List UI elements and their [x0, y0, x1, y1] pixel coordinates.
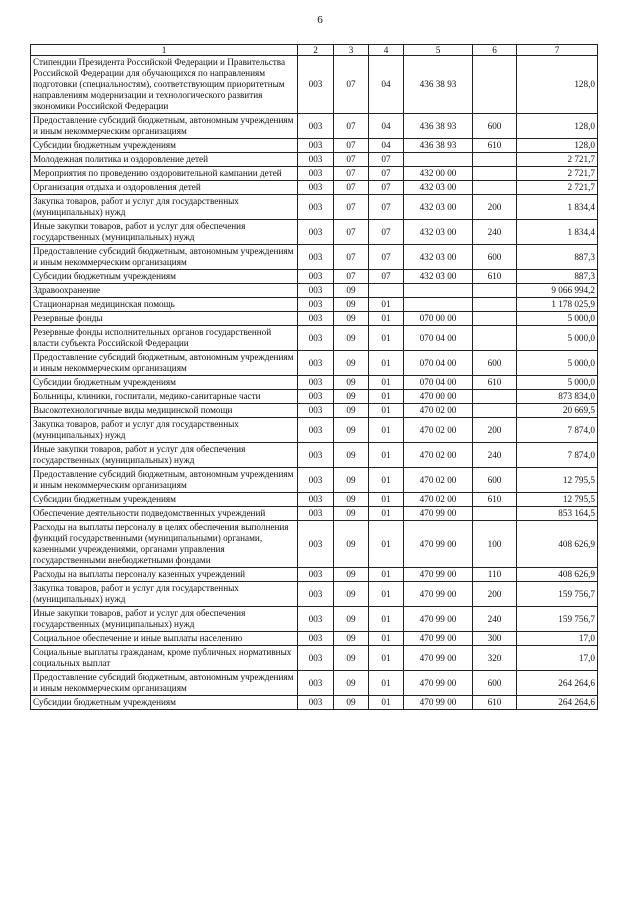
subsection-code-cell: 01 [369, 351, 404, 376]
amount-cell: 1 178 025,9 [517, 298, 598, 312]
ministry-code-cell: 003 [298, 167, 334, 181]
amount-cell: 887,3 [517, 270, 598, 284]
amount-cell: 7 874,0 [517, 418, 598, 443]
table-row [31, 351, 598, 376]
ministry-code-cell: 003 [298, 376, 334, 390]
table-row [31, 521, 598, 568]
expense-type-cell: 240 [473, 607, 517, 632]
amount-cell: 159 756,7 [517, 607, 598, 632]
amount-cell: 128,0 [517, 139, 598, 153]
ministry-code-cell: 003 [298, 521, 334, 568]
section-code-cell: 09 [334, 376, 369, 390]
section-code-cell: 09 [334, 646, 369, 671]
target-article-cell: 470 02 00 [404, 468, 473, 493]
ministry-code-cell: 003 [298, 468, 334, 493]
amount-cell: 17,0 [517, 632, 598, 646]
ministry-code-cell: 003 [298, 418, 334, 443]
row-name-cell: Закупка товаров, работ и услуг для государственных (муниципальных) нужд [31, 195, 298, 220]
table-row [31, 153, 598, 167]
subsection-code-cell: 07 [369, 195, 404, 220]
target-article-cell: 432 03 00 [404, 220, 473, 245]
ministry-code-cell: 003 [298, 56, 334, 114]
amount-cell: 264 264,6 [517, 671, 598, 696]
section-code-cell: 09 [334, 607, 369, 632]
target-article-cell: 070 04 00 [404, 326, 473, 351]
row-name-cell: Стипендии Президента Российской Федерации и Правительства Российской Федерации для обучающихся по направлениям подготовки (специальностям), соответствующим приоритетным направлениям модернизации и технологического развития экономики Российской Федерации [31, 56, 298, 114]
section-code-cell: 09 [334, 418, 369, 443]
target-article-cell: 470 99 00 [404, 582, 473, 607]
target-article-cell: 470 99 00 [404, 696, 473, 710]
target-article-cell: 432 03 00 [404, 245, 473, 270]
row-name-cell: Предоставление субсидий бюджетным, автономным учреждениям и иным некоммерческим организациям [31, 468, 298, 493]
row-name-cell: Предоставление субсидий бюджетным, автономным учреждениям и иным некоммерческим организациям [31, 351, 298, 376]
row-name-cell: Молодежная политика и оздоровление детей [31, 153, 298, 167]
amount-cell: 2 721,7 [517, 153, 598, 167]
target-article-cell: 070 04 00 [404, 351, 473, 376]
row-name-cell: Иные закупки товаров, работ и услуг для обеспечения государственных (муниципальных) нужд [31, 443, 298, 468]
table-row [31, 696, 598, 710]
column-header: 7 [517, 45, 598, 56]
subsection-code-cell: 07 [369, 220, 404, 245]
row-name-cell: Расходы на выплаты персоналу казенных учреждений [31, 568, 298, 582]
amount-cell: 2 721,7 [517, 181, 598, 195]
amount-cell: 1 834,4 [517, 220, 598, 245]
header-row [31, 45, 598, 56]
row-name-cell: Субсидии бюджетным учреждениям [31, 376, 298, 390]
subsection-code-cell: 07 [369, 270, 404, 284]
row-name-cell: Обеспечение деятельности подведомственных учреждений [31, 507, 298, 521]
target-article-cell: 432 03 00 [404, 181, 473, 195]
row-name-cell: Субсидии бюджетным учреждениям [31, 493, 298, 507]
target-article-cell: 436 38 93 [404, 56, 473, 114]
subsection-code-cell: 07 [369, 181, 404, 195]
section-code-cell: 07 [334, 153, 369, 167]
expense-type-cell [473, 56, 517, 114]
row-name-cell: Предоставление субсидий бюджетным, автономным учреждениям и иным некоммерческим организациям [31, 114, 298, 139]
row-name-cell: Здравоохранение [31, 284, 298, 298]
subsection-code-cell: 01 [369, 632, 404, 646]
column-header: 6 [473, 45, 517, 56]
target-article-cell: 070 04 00 [404, 376, 473, 390]
row-name-cell: Социальные выплаты гражданам, кроме публичных нормативных социальных выплат [31, 646, 298, 671]
subsection-code-cell: 01 [369, 696, 404, 710]
target-article-cell: 470 00 00 [404, 390, 473, 404]
table-row [31, 270, 598, 284]
expense-type-cell [473, 284, 517, 298]
expense-type-cell [473, 326, 517, 351]
expense-type-cell [473, 298, 517, 312]
table-row [31, 404, 598, 418]
column-header: 3 [334, 45, 369, 56]
section-code-cell: 09 [334, 443, 369, 468]
section-code-cell: 09 [334, 696, 369, 710]
amount-cell: 12 795,5 [517, 493, 598, 507]
ministry-code-cell: 003 [298, 582, 334, 607]
ministry-code-cell: 003 [298, 326, 334, 351]
section-code-cell: 07 [334, 56, 369, 114]
ministry-code-cell: 003 [298, 632, 334, 646]
expense-type-cell: 100 [473, 521, 517, 568]
ministry-code-cell: 003 [298, 298, 334, 312]
expense-type-cell: 110 [473, 568, 517, 582]
amount-cell: 873 834,0 [517, 390, 598, 404]
row-name-cell: Резервные фонды исполнительных органов государственной власти субъекта Российской Федерации [31, 326, 298, 351]
subsection-code-cell: 01 [369, 298, 404, 312]
subsection-code-cell [369, 284, 404, 298]
amount-cell: 20 669,5 [517, 404, 598, 418]
target-article-cell: 070 00 00 [404, 312, 473, 326]
amount-cell: 408 626,9 [517, 521, 598, 568]
section-code-cell: 09 [334, 390, 369, 404]
row-name-cell: Больницы, клиники, госпитали, медико-санитарные части [31, 390, 298, 404]
ministry-code-cell: 003 [298, 139, 334, 153]
amount-cell: 128,0 [517, 114, 598, 139]
expense-type-cell: 610 [473, 376, 517, 390]
row-name-cell: Резервные фонды [31, 312, 298, 326]
subsection-code-cell: 07 [369, 245, 404, 270]
subsection-code-cell: 01 [369, 404, 404, 418]
section-code-cell: 07 [334, 245, 369, 270]
subsection-code-cell: 01 [369, 568, 404, 582]
table-row [31, 195, 598, 220]
expense-type-cell: 610 [473, 493, 517, 507]
subsection-code-cell: 01 [369, 507, 404, 521]
budget-table [30, 44, 598, 710]
target-article-cell: 470 99 00 [404, 632, 473, 646]
table-row [31, 443, 598, 468]
amount-cell: 2 721,7 [517, 167, 598, 181]
target-article-cell: 470 99 00 [404, 671, 473, 696]
ministry-code-cell: 003 [298, 607, 334, 632]
row-name-cell: Стационарная медицинская помощь [31, 298, 298, 312]
ministry-code-cell: 003 [298, 671, 334, 696]
row-name-cell: Закупка товаров, работ и услуг для государственных (муниципальных) нужд [31, 418, 298, 443]
subsection-code-cell: 01 [369, 607, 404, 632]
expense-type-cell: 600 [473, 114, 517, 139]
table-row [31, 312, 598, 326]
target-article-cell: 470 99 00 [404, 568, 473, 582]
row-name-cell: Закупка товаров, работ и услуг для государственных (муниципальных) нужд [31, 582, 298, 607]
section-code-cell: 09 [334, 326, 369, 351]
target-article-cell [404, 153, 473, 167]
row-name-cell: Расходы на выплаты персоналу в целях обеспечения выполнения функций государственными (муниципальными) органами, казенными учреждениями, органами управления государственными внебюджетными фондами [31, 521, 298, 568]
amount-cell: 7 874,0 [517, 443, 598, 468]
section-code-cell: 09 [334, 632, 369, 646]
subsection-code-cell: 01 [369, 468, 404, 493]
target-article-cell: 470 02 00 [404, 443, 473, 468]
row-name-cell: Субсидии бюджетным учреждениям [31, 696, 298, 710]
section-code-cell: 09 [334, 521, 369, 568]
expense-type-cell: 600 [473, 468, 517, 493]
section-code-cell: 09 [334, 298, 369, 312]
table-row [31, 468, 598, 493]
subsection-code-cell: 01 [369, 376, 404, 390]
amount-cell: 1 834,4 [517, 195, 598, 220]
expense-type-cell: 240 [473, 220, 517, 245]
ministry-code-cell: 003 [298, 220, 334, 245]
ministry-code-cell: 003 [298, 568, 334, 582]
subsection-code-cell: 01 [369, 390, 404, 404]
target-article-cell: 470 99 00 [404, 507, 473, 521]
target-article-cell [404, 284, 473, 298]
amount-cell: 5 000,0 [517, 326, 598, 351]
target-article-cell: 470 99 00 [404, 521, 473, 568]
ministry-code-cell: 003 [298, 443, 334, 468]
section-code-cell: 07 [334, 195, 369, 220]
subsection-code-cell: 04 [369, 56, 404, 114]
target-article-cell: 436 38 93 [404, 139, 473, 153]
ministry-code-cell: 003 [298, 114, 334, 139]
target-article-cell: 470 02 00 [404, 493, 473, 507]
target-article-cell: 432 00 00 [404, 167, 473, 181]
expense-type-cell: 610 [473, 270, 517, 284]
section-code-cell: 07 [334, 139, 369, 153]
subsection-code-cell: 04 [369, 139, 404, 153]
table-row [31, 671, 598, 696]
expense-type-cell: 200 [473, 195, 517, 220]
target-article-cell: 436 38 93 [404, 114, 473, 139]
row-name-cell: Иные закупки товаров, работ и услуг для обеспечения государственных (муниципальных) нужд [31, 607, 298, 632]
section-code-cell: 09 [334, 351, 369, 376]
amount-cell: 408 626,9 [517, 568, 598, 582]
target-article-cell: 470 02 00 [404, 418, 473, 443]
expense-type-cell [473, 167, 517, 181]
target-article-cell: 470 99 00 [404, 607, 473, 632]
ministry-code-cell: 003 [298, 351, 334, 376]
row-name-cell: Субсидии бюджетным учреждениям [31, 139, 298, 153]
section-code-cell: 07 [334, 270, 369, 284]
table-row [31, 418, 598, 443]
table-row [31, 220, 598, 245]
table-row [31, 167, 598, 181]
ministry-code-cell: 003 [298, 181, 334, 195]
target-article-cell: 470 02 00 [404, 404, 473, 418]
row-name-cell: Высокотехнологичные виды медицинской помощи [31, 404, 298, 418]
table-row [31, 493, 598, 507]
table-row [31, 507, 598, 521]
table-row [31, 607, 598, 632]
table-row [31, 632, 598, 646]
section-code-cell: 09 [334, 284, 369, 298]
column-header: 2 [298, 45, 334, 56]
section-code-cell: 09 [334, 468, 369, 493]
expense-type-cell: 200 [473, 582, 517, 607]
expense-type-cell: 610 [473, 696, 517, 710]
table-row [31, 56, 598, 114]
subsection-code-cell: 01 [369, 493, 404, 507]
table-row [31, 582, 598, 607]
table-row [31, 181, 598, 195]
table-row [31, 284, 598, 298]
section-code-cell: 09 [334, 582, 369, 607]
expense-type-cell: 600 [473, 671, 517, 696]
table-row [31, 298, 598, 312]
subsection-code-cell: 01 [369, 326, 404, 351]
subsection-code-cell: 01 [369, 521, 404, 568]
row-name-cell: Субсидии бюджетным учреждениям [31, 270, 298, 284]
amount-cell: 5 000,0 [517, 351, 598, 376]
section-code-cell: 09 [334, 568, 369, 582]
section-code-cell: 09 [334, 493, 369, 507]
row-name-cell: Предоставление субсидий бюджетным, автономным учреждениям и иным некоммерческим организациям [31, 671, 298, 696]
target-article-cell [404, 298, 473, 312]
row-name-cell: Социальное обеспечение и иные выплаты населению [31, 632, 298, 646]
row-name-cell: Предоставление субсидий бюджетным, автономным учреждениям и иным некоммерческим организациям [31, 245, 298, 270]
ministry-code-cell: 003 [298, 312, 334, 326]
section-code-cell: 09 [334, 507, 369, 521]
amount-cell: 17,0 [517, 646, 598, 671]
expense-type-cell [473, 390, 517, 404]
expense-type-cell [473, 153, 517, 167]
ministry-code-cell: 003 [298, 270, 334, 284]
section-code-cell: 07 [334, 181, 369, 195]
amount-cell: 9 066 994,2 [517, 284, 598, 298]
expense-type-cell: 610 [473, 139, 517, 153]
expense-type-cell: 600 [473, 245, 517, 270]
subsection-code-cell: 01 [369, 646, 404, 671]
subsection-code-cell: 01 [369, 443, 404, 468]
page-number: 6 [317, 14, 323, 26]
target-article-cell: 470 99 00 [404, 646, 473, 671]
subsection-code-cell: 01 [369, 418, 404, 443]
expense-type-cell: 200 [473, 418, 517, 443]
amount-cell: 128,0 [517, 56, 598, 114]
table-row [31, 390, 598, 404]
expense-type-cell [473, 404, 517, 418]
table-row [31, 139, 598, 153]
amount-cell: 853 164,5 [517, 507, 598, 521]
table-row [31, 568, 598, 582]
ministry-code-cell: 003 [298, 646, 334, 671]
amount-cell: 887,3 [517, 245, 598, 270]
subsection-code-cell: 07 [369, 167, 404, 181]
ministry-code-cell: 003 [298, 153, 334, 167]
expense-type-cell [473, 312, 517, 326]
section-code-cell: 09 [334, 671, 369, 696]
table-row [31, 114, 598, 139]
section-code-cell: 07 [334, 114, 369, 139]
row-name-cell: Организация отдыха и оздоровления детей [31, 181, 298, 195]
column-header: 4 [369, 45, 404, 56]
row-name-cell: Иные закупки товаров, работ и услуг для обеспечения государственных (муниципальных) нужд [31, 220, 298, 245]
section-code-cell: 09 [334, 404, 369, 418]
column-header: 1 [31, 45, 298, 56]
ministry-code-cell: 003 [298, 404, 334, 418]
amount-cell: 5 000,0 [517, 312, 598, 326]
expense-type-cell: 300 [473, 632, 517, 646]
table-body [31, 56, 598, 710]
amount-cell: 5 000,0 [517, 376, 598, 390]
column-header: 5 [404, 45, 473, 56]
expense-type-cell [473, 181, 517, 195]
subsection-code-cell: 07 [369, 153, 404, 167]
row-name-cell: Мероприятия по проведению оздоровительной кампании детей [31, 167, 298, 181]
ministry-code-cell: 003 [298, 390, 334, 404]
subsection-code-cell: 01 [369, 312, 404, 326]
expense-type-cell: 600 [473, 351, 517, 376]
table-row [31, 646, 598, 671]
amount-cell: 12 795,5 [517, 468, 598, 493]
subsection-code-cell: 01 [369, 671, 404, 696]
ministry-code-cell: 003 [298, 507, 334, 521]
table-row [31, 245, 598, 270]
subsection-code-cell: 04 [369, 114, 404, 139]
section-code-cell: 07 [334, 220, 369, 245]
target-article-cell: 432 03 00 [404, 195, 473, 220]
expense-type-cell: 240 [473, 443, 517, 468]
subsection-code-cell: 01 [369, 582, 404, 607]
amount-cell: 264 264,6 [517, 696, 598, 710]
ministry-code-cell: 003 [298, 493, 334, 507]
ministry-code-cell: 003 [298, 696, 334, 710]
target-article-cell: 432 03 00 [404, 270, 473, 284]
section-code-cell: 07 [334, 167, 369, 181]
amount-cell: 159 756,7 [517, 582, 598, 607]
table-row [31, 326, 598, 351]
section-code-cell: 09 [334, 312, 369, 326]
expense-type-cell: 320 [473, 646, 517, 671]
ministry-code-cell: 003 [298, 195, 334, 220]
table-row [31, 376, 598, 390]
ministry-code-cell: 003 [298, 245, 334, 270]
ministry-code-cell: 003 [298, 284, 334, 298]
expense-type-cell [473, 507, 517, 521]
